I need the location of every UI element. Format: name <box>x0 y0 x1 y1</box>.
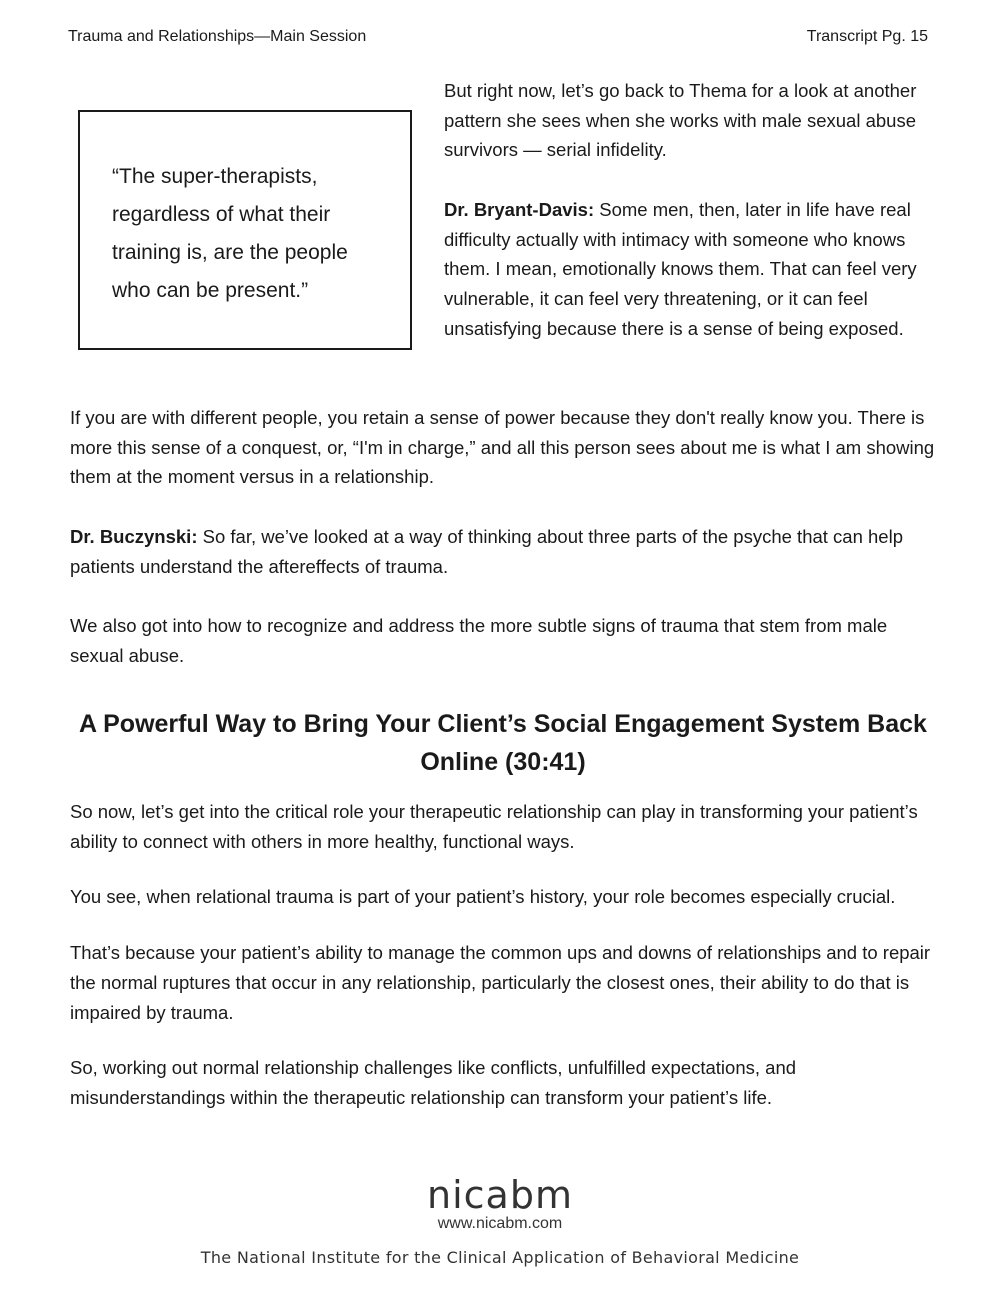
section-text <box>70 797 936 1139</box>
footer-url[interactable]: www.nicabm.com <box>437 1215 563 1232</box>
nicabm-logo: nicabm <box>427 1173 573 1217</box>
paragraph <box>444 195 934 344</box>
pull-quote-text: “The super-therapists, regardless of what their training is, are the people who can be present.” <box>112 165 348 302</box>
paragraph-text: So far, we’ve looked at a way of thinking about three parts of the psyche that can help patients understand the aftereffects of trauma. <box>70 525 903 577</box>
paragraph: So, working out normal relationship challenges like conflicts, unfulfilled expectations, and misunderstandings within the therapeutic relationship can transform your patient’s life. <box>70 1057 797 1108</box>
paragraph: We also got into how to recognize and address the more subtle signs of trauma that stem from male sexual abuse. <box>70 614 888 666</box>
page-header <box>68 26 928 48</box>
footer-organization: The National Institute for the Clinical Application of Behavioral Medicine <box>200 1248 800 1267</box>
page-number: Transcript Pg. 15 <box>806 28 928 45</box>
speaker-label: Dr. Bryant-Davis: <box>444 198 595 220</box>
paragraph: So now, let’s get into the critical role your therapeutic relationship can play in transforming your patient’s ability to connect with others in more healthy, functional ways. <box>70 801 918 852</box>
paragraph <box>70 522 936 581</box>
paragraph: You see, when relational trauma is part of your patient’s history, your role becomes especially crucial. <box>70 886 896 908</box>
section-heading: A Powerful Way to Bring Your Client’s Social Engagement System Back Online (30:41) <box>79 710 927 776</box>
pull-quote-box <box>78 110 412 350</box>
paragraph: But right now, let’s go back to Thema for a look at another pattern she sees when she works with male sexual abuse survivors — serial infidelity. <box>444 80 917 161</box>
main-text <box>70 403 936 700</box>
paragraph: If you are with different people, you retain a sense of power because they don't really know you. There is more this sense of a conquest, or, “I'm in charge,” and all this person sees about me is what I am showing them at the moment versus in a relationship. <box>70 407 935 488</box>
speaker-label: Dr. Buczynski: <box>70 525 198 547</box>
right-column <box>444 76 934 373</box>
paragraph-text: Some men, then, later in life have real difficulty actually with intimacy with someone who knows them. I mean, emotionally knows them. That can feel very vulnerable, it can feel very threatening, or it can feel unsatisfying because there is a sense of being exposed. <box>444 198 917 339</box>
paragraph: That’s because your patient’s ability to manage the common ups and downs of relationships and to repair the normal ruptures that occur in any relationship, particularly the closest ones, their ability to do that is impaired by trauma. <box>70 942 931 1023</box>
document-title: Trauma and Relationships—Main Session <box>68 28 367 45</box>
